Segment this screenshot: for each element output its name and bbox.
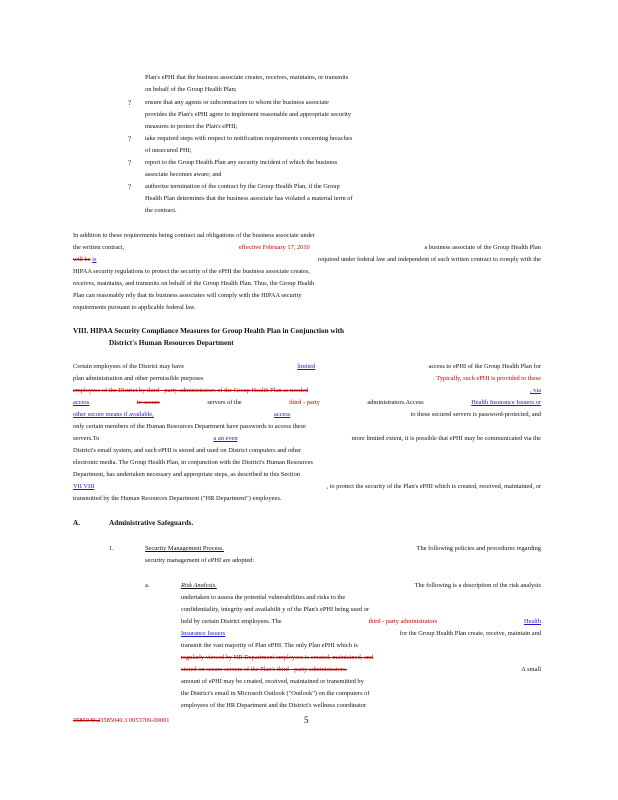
bullet-marker: ? [128, 99, 132, 107]
inserted-text: limited [297, 363, 316, 370]
list-line: ensure that any agents or subcontractors to whom the business associate [145, 99, 329, 106]
deleted-text: employees of the District by third - party administrators of the Group Health Plan as needed [73, 387, 309, 394]
deleted-text: will be [73, 256, 91, 263]
paragraph-line: Department, has undertaken necessary and appropriate steps, as described in this Section [73, 471, 300, 478]
paragraph-line: access to secure servers of the third - party administrators.Access Health Insurance Issuers or [73, 399, 541, 406]
paragraph-line: In addition to these requirements being contract ual obligations of the business associate under [73, 232, 315, 239]
inserted-text: effective February 17, 2010 [238, 244, 310, 251]
paragraph-line: plan administration and other permissible purposes . Typically, such ePHI is provided to these [73, 375, 541, 382]
paragraph-line: Certain employees of the District may have limited access to ePHI of the Group Health Plan for [73, 363, 541, 370]
inserted-text: , via [529, 387, 541, 394]
paragraph-line [73, 387, 541, 395]
page-number: 5 [304, 715, 309, 725]
list-line: authorize termination of the contract by the Group Health Plan, if the Group [145, 183, 340, 190]
inserted-text: Insurance Issuers [181, 630, 226, 637]
subsection-label: A. [73, 519, 80, 527]
deleted-text: regularly viewed by HR Department employees is created, maintained, and [181, 654, 374, 661]
doc-id: 3585040.3 0053709-00001 [100, 717, 170, 724]
subitem-line: held by certain District employees. The third - party administrators Health [181, 618, 541, 625]
subitem-heading: Risk Analysis. [181, 582, 217, 589]
deleted-text: stored on secure servers of the Plan's third - party administrators. [181, 666, 348, 673]
subitem-line: Insurance Issuers for the Group Health Plan create, receive, maintain and [181, 630, 541, 637]
list-line: Plan's ePHI that the business associate creates, receives, maintains, or transmits [145, 74, 349, 81]
list-line: on behalf of the Group Health Plan; [145, 86, 237, 93]
section-heading-continuation: District's Human Resources Department [109, 339, 234, 347]
bullet-marker: ? [128, 159, 132, 167]
inserted-text: third - party administrators [368, 618, 438, 625]
subitem-line: transmit the vast majority of Plan ePHI. The only Plan ePHI which is [181, 642, 358, 649]
inserted-text: . Typically, such ePHI is provided to these [433, 375, 541, 382]
inserted-text: is [92, 256, 97, 263]
paragraph-line: electronic media. The Group Health Plan, in conjunction with the District's Human Resources [73, 459, 313, 466]
paragraph-line: will be is required under federal law and independent of such written contract to comply with the [73, 256, 541, 263]
paragraph-line: HIPAA security regulations to protect the security of the ePHI the business associate creates, [73, 268, 310, 275]
subitem-line: amount of ePHI may be created, received, maintained or transmitted by [181, 678, 364, 685]
bullet-marker: ? [128, 135, 132, 143]
paragraph-line: receives, maintains, and transmits on behalf of the Group Health Plan. Thus, the Group Health [73, 280, 315, 287]
inserted-text: other secure means if available, [73, 411, 154, 418]
subitem-line [181, 654, 541, 662]
subitem-line: confidentiality, integrity and availabilit y of the Plan's ePHI being used or [181, 606, 370, 613]
inserted-text: Health [523, 618, 541, 625]
footer-document-id [73, 717, 169, 725]
list-line: provides the Plan's ePHI agree to implement reasonable and appropriate security [145, 111, 351, 118]
list-line: of unsecured PHI; [145, 147, 192, 154]
inserted-text: a an even [213, 435, 238, 442]
paragraph-line: the written contract, effective February 17, 2010 a business associate of the Group Health Plan [73, 244, 541, 251]
list-line: the contract. [145, 207, 177, 214]
subitem-line: stored on secure servers of the Plan's third - party administrators. A small [181, 666, 541, 673]
inserted-text: third - party [289, 399, 320, 406]
bullet-marker: ? [128, 183, 132, 191]
paragraph-line: other secure means if available, access to these secured servers is password-protected, and [73, 411, 541, 418]
list-line: measures to protect the Plan's ePHI; [145, 123, 238, 130]
deleted-text: to secure [136, 399, 160, 406]
item-line: security management of ePHI are adopted: [145, 557, 255, 564]
section-heading: VIII. HIPAA Security Compliance Measures for Group Health Plan in Conjunction with [73, 327, 345, 335]
subitem-label: a. [145, 582, 150, 589]
paragraph-line: servers.To a an even more limited extent, it is possible that ePHI may be communicated via the [73, 435, 541, 442]
paragraph-line: VII VIII , to protect the security of the Plan's ePHI which is created, received, maintained, or [73, 483, 541, 490]
list-line: associate becomes aware; and [145, 171, 222, 178]
list-line: Health Plan determines that the business associate has violated a material term of [145, 195, 353, 202]
subsection-title: Administrative Safeguards. [109, 519, 194, 527]
inserted-text: Health Insurance Issuers or [471, 399, 541, 406]
paragraph-line: Plan can reasonably rely that its business associates will comply with the HIPAA security [73, 292, 302, 299]
item-heading: Security Management Process. [145, 545, 224, 552]
subitem-line: employees of the HR Department and the District's wellness coordinator [181, 702, 367, 709]
section-reference-change: VII VIII [73, 483, 95, 490]
subitem-line: undertaken to assess the potential vulnerabilities and risks to the [181, 594, 346, 601]
paragraph-line: requirements pursuant to applicable federal law. [73, 304, 196, 311]
list-line: take required steps with respect to notification requirements concerning breaches [145, 135, 353, 142]
paragraph-line: only certain members of the Human Resources Department have passwords to access these [73, 423, 306, 430]
item-number: 1. [109, 545, 114, 552]
paragraph-line: transmitted by the Human Resources Department ("HR Department") employees. [73, 495, 282, 502]
subitem-line: Risk Analysis. The following is a description of the risk analysis [181, 582, 541, 589]
item-line: Security Management Process. The following policies and procedures regarding [145, 545, 541, 552]
list-line: report to the Group Health Plan any security incident of which the business [145, 159, 338, 166]
inserted-text: access [273, 411, 291, 418]
subitem-line: the District's email in Microsoft Outlook ("Outlook") on the computers of [181, 690, 370, 697]
paragraph-line: District's email system, and such ePHI is stored and used on District computers and other [73, 447, 302, 454]
deleted-doc-id: 3585040.2 [73, 717, 101, 724]
inserted-text: access [73, 399, 90, 406]
